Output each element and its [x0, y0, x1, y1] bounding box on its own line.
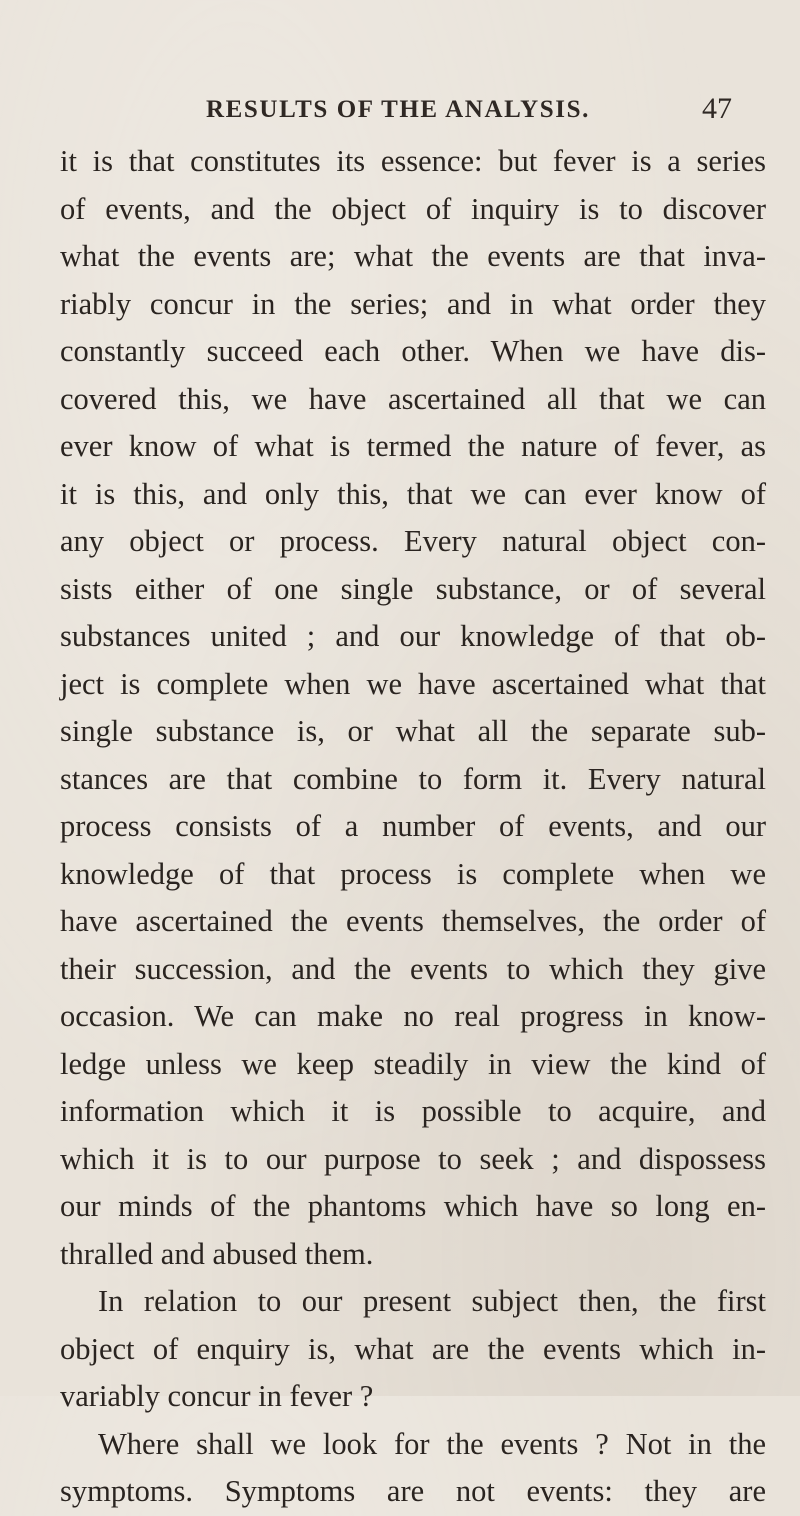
- paragraph-end-line: thralled and abused them.: [60, 1236, 374, 1271]
- text-line: any object or process. Every natural object con-: [60, 524, 766, 558]
- text-line: it is that constitutes its essence: but fever is a series: [60, 144, 766, 178]
- text-line: single substance is, or what all the separate sub-: [60, 714, 766, 748]
- text-line: riably concur in the series; and in what order they: [60, 286, 766, 321]
- text-line: constantly succeed each other. When we have dis-: [60, 334, 766, 368]
- body-text: [60, 138, 766, 1516]
- text-line: substances united ; and our knowledge of that ob-: [60, 619, 766, 653]
- text-line: occasion. We can make no real progress in know-: [60, 999, 766, 1033]
- text-line: their succession, and the events to which they give: [60, 951, 766, 986]
- text-line: knowledge of that process is complete when we: [60, 856, 766, 891]
- text-line: have ascertained the events themselves, the order of: [60, 904, 766, 938]
- text-line: stances are that combine to form it. Every natural: [60, 761, 766, 796]
- text-line: covered this, we have ascertained all that we can: [60, 381, 766, 416]
- page-number: 47: [702, 92, 732, 125]
- running-title: RESULTS OF THE ANALYSIS.: [206, 96, 590, 123]
- text-line: symptoms. Symptoms are not events: they are: [60, 1474, 766, 1508]
- text-line: ject is complete when we have ascertained what that: [60, 666, 766, 701]
- text-line: process consists of a number of events, and our: [60, 809, 766, 843]
- text-line: ledge unless we keep steadily in view the kind of: [60, 1046, 766, 1081]
- text-line: ever know of what is termed the nature of fever, as: [60, 429, 766, 463]
- paragraph-start-line: In relation to our present subject then, the first: [98, 1284, 766, 1318]
- text-line: which it is to our purpose to seek ; and dispossess: [60, 1141, 766, 1176]
- text-line: object of enquiry is, what are the events which in-: [60, 1331, 766, 1366]
- running-head: [206, 92, 766, 136]
- text-line: it is this, and only this, that we can ever know of: [60, 476, 766, 511]
- text-line: information which it is possible to acquire, and: [60, 1094, 766, 1128]
- text-line: of events, and the object of inquiry is to discover: [60, 191, 766, 226]
- text-line: sists either of one single substance, or of several: [60, 571, 766, 606]
- paragraph-end-line: variably concur in fever ?: [60, 1379, 374, 1413]
- text-line: our minds of the phantoms which have so long en-: [60, 1189, 766, 1223]
- paragraph-start-line: Where shall we look for the events ? Not in the: [98, 1426, 766, 1461]
- text-line: what the events are; what the events are that inva-: [60, 239, 766, 273]
